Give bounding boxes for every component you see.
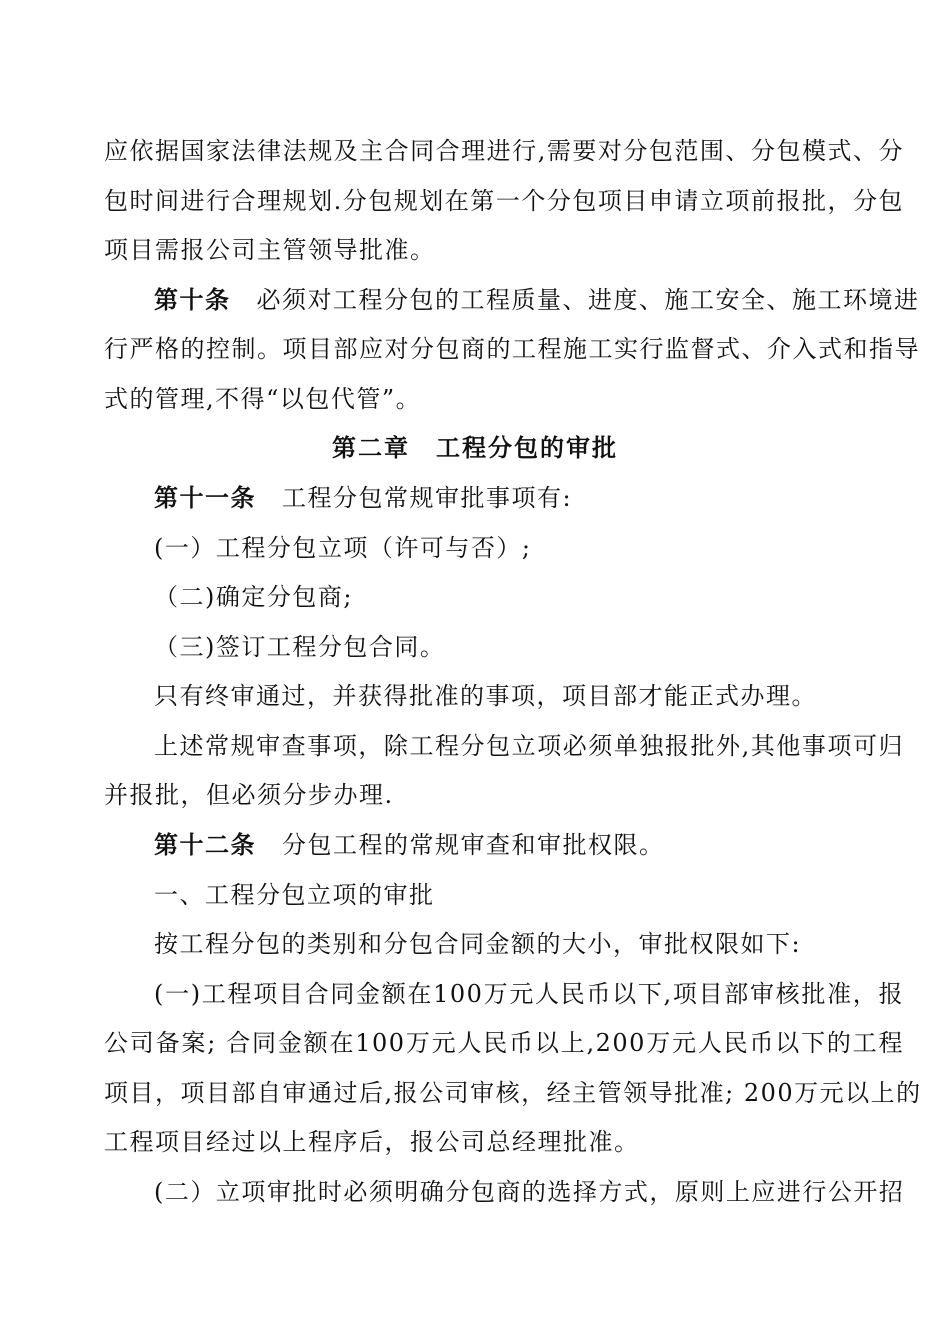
article-12-label: 第十二条 bbox=[154, 830, 256, 859]
article-10-line bbox=[154, 284, 920, 316]
paragraph-line: 行严格的控制。项目部应对分包商的工程施工实行监督式、介入式和指导 bbox=[104, 335, 920, 363]
paragraph-line: 只有终审通过，并获得批准的事项，项目部才能正式办理。 bbox=[154, 682, 817, 710]
chapter-heading: 第二章 工程分包的审批 bbox=[332, 433, 618, 462]
section-heading: 一、工程分包立项的审批 bbox=[154, 881, 435, 909]
article-10-label: 第十条 bbox=[154, 285, 231, 314]
paragraph-line: 包时间进行合理规划.分包规划在第一个分包项目申请立项前报批，分包 bbox=[104, 187, 904, 215]
paragraph-line: 工程项目经过以上程序后，报公司总经理批准。 bbox=[104, 1128, 640, 1156]
list-item: (一）工程分包立项（许可与否）; bbox=[154, 534, 532, 562]
paragraph-line: (一)工程项目合同金额在100万元人民币以下,项目部审核批准，报 bbox=[154, 980, 904, 1008]
paragraph-line: 按工程分包的类别和分包合同金额的大小，审批权限如下: bbox=[154, 930, 802, 958]
paragraph-line: 式的管理,不得“以包代管”。 bbox=[104, 385, 422, 413]
paragraph-line: (二）立项审批时必须明确分包商的选择方式，原则上应进行公开招 bbox=[154, 1178, 905, 1206]
paragraph-line: 公司备案; 合同金额在100万元人民币以上,200万元人民币以下的工程 bbox=[104, 1029, 904, 1057]
paragraph-line: 应依据国家法律法规及主合同合理进行,需要对分包范围、分包模式、分 bbox=[104, 137, 904, 165]
paragraph-line: 项目，项目部自审通过后,报公司审核，经主管领导批准; 200万元以上的 bbox=[104, 1079, 922, 1107]
list-item: （三)签订工程分包合同。 bbox=[154, 633, 446, 661]
article-11-line bbox=[154, 482, 904, 514]
list-item: （二)确定分包商; bbox=[154, 583, 353, 611]
paragraph-line: 并报批，但必须分步办理. bbox=[104, 781, 394, 809]
paragraph-line: 项目需报公司主管领导批准。 bbox=[104, 236, 436, 264]
article-11-label: 第十一条 bbox=[154, 483, 256, 512]
article-12-line bbox=[154, 829, 904, 861]
article-12-text: 分包工程的常规审查和审批权限。 bbox=[282, 831, 665, 859]
article-10-text: 必须对工程分包的工程质量、进度、施工安全、施工环境进 bbox=[256, 286, 920, 314]
paragraph-line: 上述常规审查事项，除工程分包立项必须单独报批外,其他事项可归 bbox=[154, 732, 904, 760]
article-11-text: 工程分包常规审批事项有: bbox=[282, 484, 573, 512]
